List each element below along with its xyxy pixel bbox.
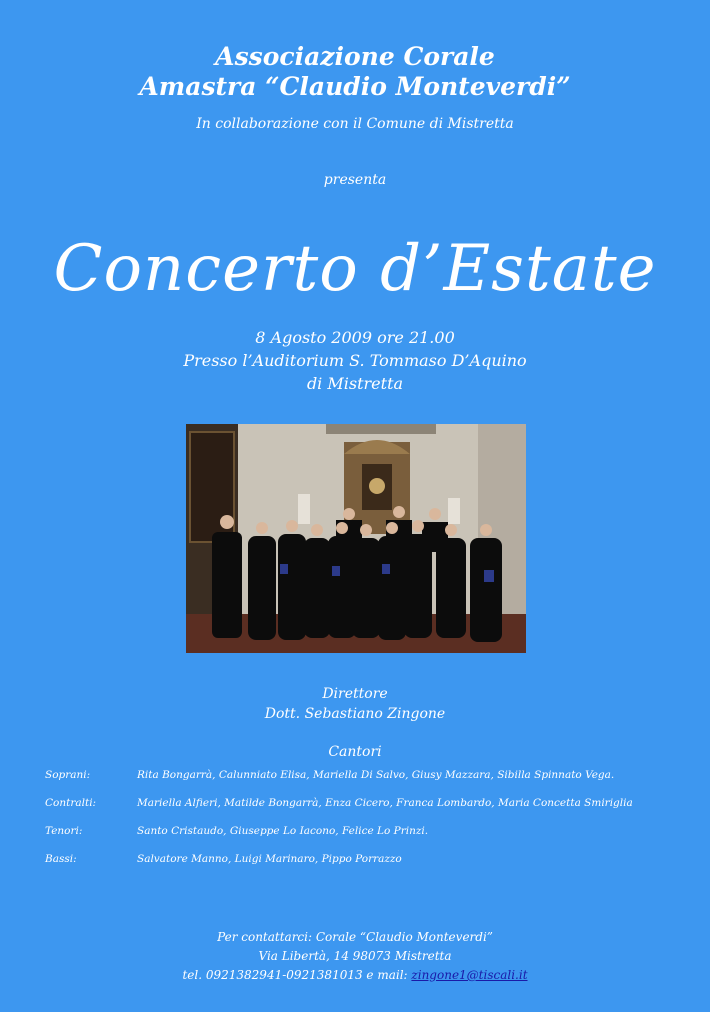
- association-heading: [0, 42, 710, 102]
- contact-address: Via Libertà, 14 98073 Mistretta: [258, 949, 452, 963]
- choir-name: Amastra “Claudio Monteverdi”: [139, 72, 571, 101]
- choir-photo-icon: [186, 424, 526, 653]
- section-names: Santo Cristaudo, Giuseppe Lo Iacono, Felice Lo Prinzi.: [137, 825, 429, 837]
- contact-phone: tel. 0921382941-0921381013 e mail:: [182, 968, 408, 982]
- section-label: Soprani:: [45, 769, 91, 781]
- event-datetime: 8 Agosto 2009 ore 21.00: [255, 328, 455, 347]
- choir-photo: [186, 424, 526, 653]
- contact-line1: Per contattarci: Corale “Claudio Monteverdi”: [217, 930, 493, 944]
- collaboration-line: In collaborazione con il Comune di Mistretta: [196, 116, 514, 132]
- director-block: [0, 684, 710, 724]
- section-names: Mariella Alfieri, Matilde Bongarrà, Enza Cicero, Franca Lombardo, Maria Concetta Smiriglia: [137, 797, 633, 809]
- director-name: Dott. Sebastiano Zingone: [264, 706, 446, 722]
- event-details: [0, 326, 710, 395]
- section-label: Contralti:: [45, 797, 97, 809]
- section-label: Tenori:: [45, 825, 83, 837]
- association-name: Associazione Corale: [215, 42, 495, 71]
- section-names: Rita Bongarrà, Calunniato Elisa, Mariella Di Salvo, Giusy Mazzara, Sibilla Spinnato Vega.: [137, 769, 615, 781]
- event-city: di Mistretta: [306, 374, 404, 393]
- contact-phone-line: [0, 966, 710, 985]
- director-label: Direttore: [322, 686, 388, 702]
- presenta-label: presenta: [323, 172, 387, 188]
- concert-title: Concerto d’Estate: [53, 232, 657, 306]
- event-venue: Presso l’Auditorium S. Tommaso D’Aquino: [183, 351, 527, 370]
- section-label: Bassi:: [45, 853, 77, 865]
- section-names: Salvatore Manno, Luigi Marinaro, Pippo Porrazzo: [137, 853, 402, 865]
- singers-heading: Cantori: [328, 744, 382, 760]
- contact-block: [0, 928, 710, 985]
- contact-email-link[interactable]: zingone1@tiscali.it: [411, 968, 528, 982]
